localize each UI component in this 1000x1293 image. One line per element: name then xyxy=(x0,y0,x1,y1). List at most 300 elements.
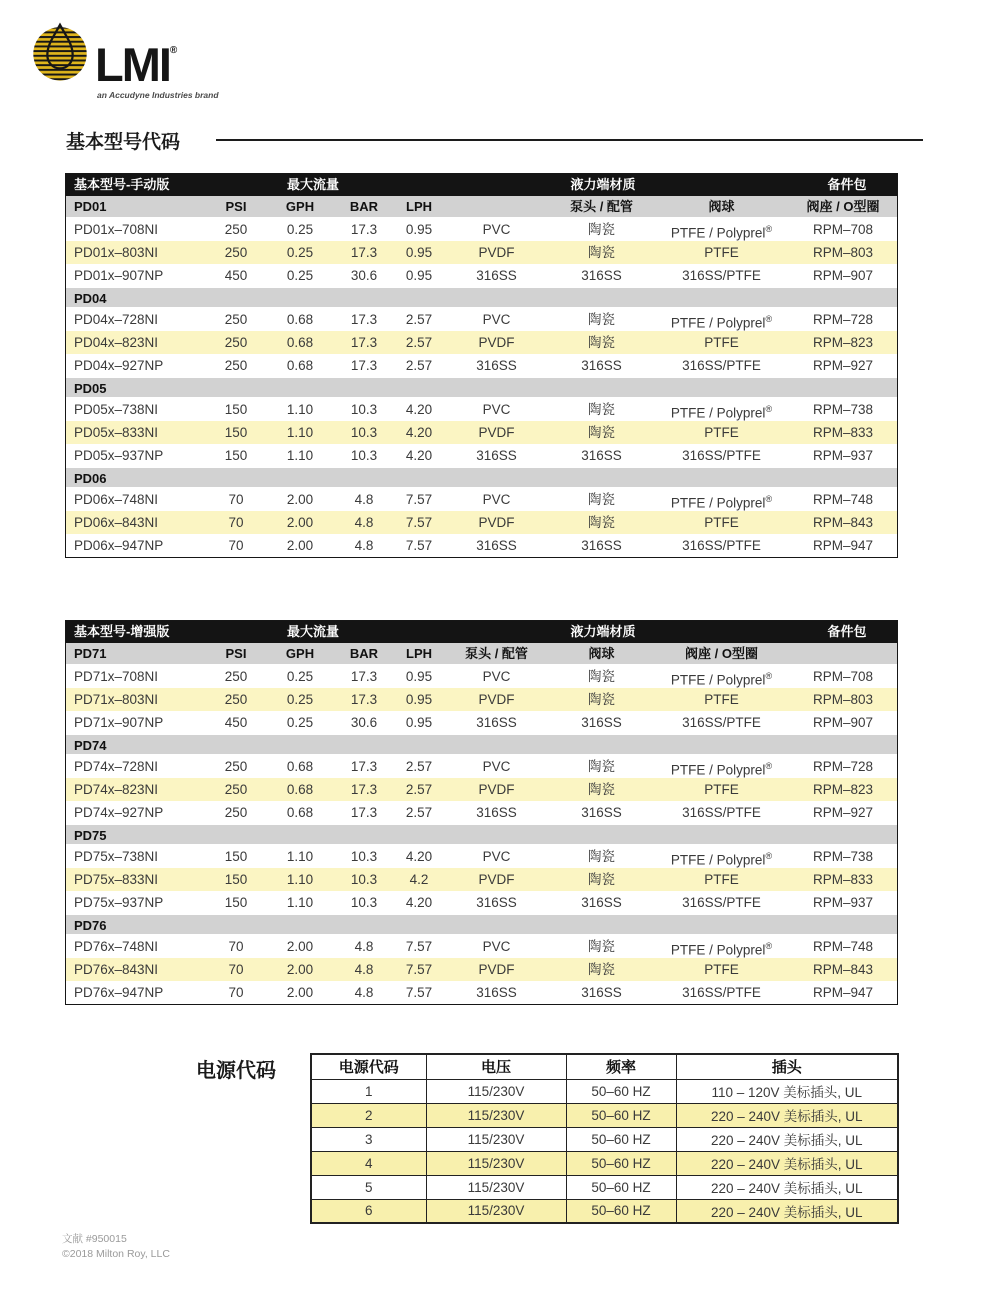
table-subheader-row xyxy=(66,643,897,665)
table-cell: 陶瓷 xyxy=(588,872,615,887)
table-cell: 316SS xyxy=(476,538,517,553)
table-cell: PTFE / Polyprel® xyxy=(670,761,773,778)
table-cell: PVDF xyxy=(478,515,515,530)
registered-mark: ® xyxy=(765,224,773,234)
registered-mark: ® xyxy=(765,851,773,861)
table-cell: 70 xyxy=(228,515,244,530)
table-cell: 1.10 xyxy=(286,425,314,440)
table-cell: 4.8 xyxy=(354,492,374,507)
subheader-cell: BAR xyxy=(349,199,379,214)
table-cell: RPM–823 xyxy=(812,335,874,350)
table-cell: 150 xyxy=(224,872,248,887)
subheader-cell: 阀球 xyxy=(708,199,735,214)
power-header-cell: 电源代码 xyxy=(311,1054,426,1079)
table-cell: 316SS xyxy=(476,715,517,730)
table-cell: PD76x–748NI xyxy=(74,939,159,954)
table-cell: PD74x–728NI xyxy=(74,759,159,774)
subheader-cell: GPH xyxy=(285,199,315,214)
table-row xyxy=(66,665,897,688)
table-cell: PTFE xyxy=(704,515,739,530)
registered-mark: ® xyxy=(765,761,773,771)
table-cell: RPM–947 xyxy=(812,985,874,1000)
power-table-label: 电源代码 xyxy=(196,1060,276,1082)
table-cell: 250 xyxy=(224,335,248,350)
table-cell: 316SS/PTFE xyxy=(682,895,761,910)
table-cell: PD04x–728NI xyxy=(74,312,159,327)
table-cell: PTFE xyxy=(704,872,739,887)
table-cell: 1.10 xyxy=(286,849,314,864)
table-cell: RPM–937 xyxy=(812,448,874,463)
banner-spares-label: 备件包 xyxy=(827,177,867,192)
brand-tagline: an Accudyne Industries brand xyxy=(97,90,219,100)
table-cell: PVC xyxy=(482,312,511,327)
table-cell: PTFE / Polyprel® xyxy=(670,671,773,688)
table-cell: 0.25 xyxy=(286,245,314,260)
table-cell: 150 xyxy=(224,895,248,910)
lmi-logo xyxy=(30,22,219,100)
table-cell: 陶瓷 xyxy=(588,425,615,440)
table-cell: PD75x–738NI xyxy=(74,849,159,864)
doc-number: 文献 #950015 xyxy=(62,1233,127,1245)
power-row xyxy=(311,1151,898,1175)
table-cell: RPM–803 xyxy=(812,245,874,260)
table-cell: 0.68 xyxy=(286,312,314,327)
table-cell: 2.57 xyxy=(405,782,433,797)
table-cell: PVC xyxy=(482,402,511,417)
table-row xyxy=(66,354,897,377)
table-cell: 17.3 xyxy=(350,335,378,350)
table-cell: PD71x–803NI xyxy=(74,692,159,707)
subheader-cell: LPH xyxy=(406,199,432,214)
table-cell: 17.3 xyxy=(350,782,378,797)
table-cell: 250 xyxy=(224,222,248,237)
banner-material-label: 液力端材质 xyxy=(570,624,636,639)
table-cell: 17.3 xyxy=(350,312,378,327)
table-cell: 2.57 xyxy=(405,805,433,820)
table-cell: 1.10 xyxy=(286,895,314,910)
subheader-cell: LPH xyxy=(406,646,432,661)
table-cell: PD75x–937NP xyxy=(74,895,164,910)
table-cell: PD01x–803NI xyxy=(74,245,159,260)
table-row xyxy=(66,398,897,421)
table-cell: 陶瓷 xyxy=(588,335,615,350)
table-row xyxy=(66,935,897,958)
table-cell: 17.3 xyxy=(350,759,378,774)
group-row: PD04 xyxy=(66,287,897,308)
table-row xyxy=(66,688,897,711)
table-row xyxy=(66,958,897,981)
table-cell: PTFE / Polyprel® xyxy=(670,941,773,958)
table-cell: 7.57 xyxy=(405,515,433,530)
power-cell: 3 xyxy=(311,1127,426,1151)
table-cell: 4.20 xyxy=(405,895,433,910)
table-cell: 陶瓷 xyxy=(588,245,615,260)
table-cell: PVC xyxy=(482,669,511,684)
table-cell: 0.25 xyxy=(286,669,314,684)
subheader-cell: 阀座 / O型圈 xyxy=(685,646,758,661)
table-cell: 17.3 xyxy=(350,805,378,820)
table-cell: PD76x–843NI xyxy=(74,962,159,977)
table-cell: 2.00 xyxy=(286,515,314,530)
table-cell: 2.00 xyxy=(286,939,314,954)
power-cell: 2 xyxy=(311,1103,426,1127)
table-cell: PD71x–708NI xyxy=(74,669,159,684)
table-cell: 70 xyxy=(228,492,244,507)
table-cell: 0.68 xyxy=(286,335,314,350)
power-cell: 220 – 240V 美标插头, UL xyxy=(676,1127,898,1151)
table-cell: 0.25 xyxy=(286,222,314,237)
table-cell: 陶瓷 xyxy=(588,515,615,530)
power-cell: 50–60 HZ xyxy=(566,1199,676,1223)
table-banner xyxy=(66,174,897,196)
table-cell: 1.10 xyxy=(286,872,314,887)
table-cell: 4.8 xyxy=(354,515,374,530)
power-row xyxy=(311,1199,898,1223)
table-cell: PVDF xyxy=(478,335,515,350)
table-cell: PD01x–907NP xyxy=(74,268,164,283)
table-cell: 0.95 xyxy=(405,692,433,707)
power-cell: 115/230V xyxy=(426,1127,566,1151)
table-cell: 2.00 xyxy=(286,985,314,1000)
registered-mark: ® xyxy=(765,314,773,324)
table-row xyxy=(66,331,897,354)
power-cell: 115/230V xyxy=(426,1079,566,1103)
table-cell: 316SS xyxy=(581,805,622,820)
logo-text-block xyxy=(95,22,219,100)
table-cell: 1.10 xyxy=(286,448,314,463)
table-cell: RPM–738 xyxy=(812,402,874,417)
table-cell: 0.95 xyxy=(405,245,433,260)
table-cell: PVC xyxy=(482,492,511,507)
power-cell: 5 xyxy=(311,1175,426,1199)
subheader-cell: GPH xyxy=(285,646,315,661)
table-cell: RPM–937 xyxy=(812,895,874,910)
banner-spares-label: 备件包 xyxy=(827,624,867,639)
table-cell: PD04x–823NI xyxy=(74,335,159,350)
table-cell: 陶瓷 xyxy=(588,962,615,977)
table-cell: 10.3 xyxy=(350,872,378,887)
registered-mark: ® xyxy=(765,941,773,951)
subheader-cell: PSI xyxy=(225,646,247,661)
subheader-cell: PSI xyxy=(225,199,247,214)
registered-mark: ® xyxy=(765,404,773,414)
power-row xyxy=(311,1079,898,1103)
subheader-cell: 阀球 xyxy=(588,646,615,661)
power-cell: 50–60 HZ xyxy=(566,1175,676,1199)
page-title: 基本型号代码 xyxy=(66,132,181,153)
table-cell: 316SS/PTFE xyxy=(682,448,761,463)
table-cell: 250 xyxy=(224,312,248,327)
table-cell: PTFE / Polyprel® xyxy=(670,404,773,421)
table-cell: 10.3 xyxy=(350,849,378,864)
table-title: 基本型号-增强版 xyxy=(74,624,170,639)
table-cell: 316SS xyxy=(476,268,517,283)
table-cell: 2.57 xyxy=(405,358,433,373)
table-cell: 1.10 xyxy=(286,402,314,417)
table-cell: 30.6 xyxy=(350,268,378,283)
table-cell: 450 xyxy=(224,715,248,730)
table-cell: 陶瓷 xyxy=(588,939,615,954)
power-header-cell: 频率 xyxy=(566,1054,676,1079)
table-row xyxy=(66,534,897,557)
table-cell: 4.2 xyxy=(409,872,429,887)
table-cell: RPM–833 xyxy=(812,872,874,887)
table-cell: PD76x–947NP xyxy=(74,985,164,1000)
table-row xyxy=(66,891,897,914)
table-cell: 316SS xyxy=(581,268,622,283)
table-cell: 0.25 xyxy=(286,268,314,283)
table-cell: PD04x–927NP xyxy=(74,358,164,373)
table-cell: 70 xyxy=(228,538,244,553)
power-cell: 220 – 240V 美标插头, UL xyxy=(676,1103,898,1127)
table-cell: 17.3 xyxy=(350,222,378,237)
brand-wordmark: LMI® xyxy=(95,38,178,91)
table-cell: 316SS/PTFE xyxy=(682,268,761,283)
group-row: PD74 xyxy=(66,734,897,755)
table-cell: 150 xyxy=(224,425,248,440)
table-cell: 7.57 xyxy=(405,492,433,507)
table-cell: PVC xyxy=(482,849,511,864)
table-row xyxy=(66,421,897,444)
table-cell: 316SS/PTFE xyxy=(682,538,761,553)
table-cell: 0.25 xyxy=(286,692,314,707)
table-cell: RPM–843 xyxy=(812,515,874,530)
table-row xyxy=(66,755,897,778)
table-cell: PD74x–927NP xyxy=(74,805,164,820)
table-cell: 316SS xyxy=(581,715,622,730)
table-cell: 316SS/PTFE xyxy=(682,985,761,1000)
table-cell: PD06x–947NP xyxy=(74,538,164,553)
table-row xyxy=(66,778,897,801)
table-cell: 0.68 xyxy=(286,805,314,820)
table-cell: PVC xyxy=(482,222,511,237)
table-cell: 70 xyxy=(228,962,244,977)
table-cell: 316SS xyxy=(476,448,517,463)
table-cell: 2.57 xyxy=(405,759,433,774)
table-row xyxy=(66,444,897,467)
table-cell: PTFE / Polyprel® xyxy=(670,851,773,868)
table-cell: 316SS xyxy=(476,985,517,1000)
subheader-cell: 阀座 / O型圈 xyxy=(806,199,880,214)
table-cell: 316SS xyxy=(476,805,517,820)
table-cell: 4.8 xyxy=(354,939,374,954)
model-table-enhanced xyxy=(65,620,898,1005)
table-row xyxy=(66,801,897,824)
table-cell: 0.25 xyxy=(286,715,314,730)
title-rule xyxy=(216,139,923,141)
group-row: PD06 xyxy=(66,467,897,488)
group-row: PD75 xyxy=(66,824,897,845)
table-cell: 316SS xyxy=(581,538,622,553)
table-cell: PD06x–843NI xyxy=(74,515,159,530)
banner-material-label: 液力端材质 xyxy=(570,177,636,192)
table-cell: 316SS/PTFE xyxy=(682,805,761,820)
registered-mark: ® xyxy=(169,45,178,56)
table-row xyxy=(66,488,897,511)
table-cell: 陶瓷 xyxy=(588,692,615,707)
table-cell: PVC xyxy=(482,759,511,774)
table-cell: PTFE xyxy=(704,335,739,350)
power-cell: 220 – 240V 美标插头, UL xyxy=(676,1175,898,1199)
table-cell: 陶瓷 xyxy=(588,759,615,774)
table-cell: PTFE xyxy=(704,425,739,440)
table-cell: 316SS xyxy=(476,358,517,373)
lmi-drop-icon xyxy=(30,22,90,82)
table-cell: RPM–748 xyxy=(812,492,874,507)
power-row xyxy=(311,1175,898,1199)
table-cell: 0.68 xyxy=(286,759,314,774)
table-subheader-row xyxy=(66,196,897,218)
table-cell: PD06x–748NI xyxy=(74,492,159,507)
table-cell: 陶瓷 xyxy=(588,669,615,684)
table-row xyxy=(66,868,897,891)
banner-flow-label: 最大流量 xyxy=(286,624,340,639)
table-cell: 4.20 xyxy=(405,849,433,864)
table-cell: 316SS xyxy=(581,895,622,910)
table-cell: 陶瓷 xyxy=(588,312,615,327)
table-cell: 2.57 xyxy=(405,335,433,350)
table-cell: 10.3 xyxy=(350,402,378,417)
table-cell: PVDF xyxy=(478,782,515,797)
table-cell: 316SS xyxy=(581,358,622,373)
table-cell: 250 xyxy=(224,358,248,373)
table-cell: 7.57 xyxy=(405,538,433,553)
power-cell: 110 – 120V 美标插头, UL xyxy=(676,1079,898,1103)
page-footer xyxy=(62,1232,170,1262)
table-cell: 316SS xyxy=(581,448,622,463)
table-cell: 4.8 xyxy=(354,538,374,553)
table-row xyxy=(66,218,897,241)
table-cell: PD71x–907NP xyxy=(74,715,164,730)
table-cell: RPM–833 xyxy=(812,425,874,440)
table-cell: 陶瓷 xyxy=(588,402,615,417)
table-cell: 7.57 xyxy=(405,962,433,977)
table-row xyxy=(66,711,897,734)
table-cell: 陶瓷 xyxy=(588,222,615,237)
table-cell: PVDF xyxy=(478,692,515,707)
table-title: 基本型号-手动版 xyxy=(74,177,170,192)
table-cell: RPM–907 xyxy=(812,268,874,283)
table-cell: 17.3 xyxy=(350,358,378,373)
table-cell: 4.20 xyxy=(405,402,433,417)
model-table-manual xyxy=(65,173,898,558)
table-row xyxy=(66,308,897,331)
table-cell: RPM–708 xyxy=(812,669,874,684)
power-row xyxy=(311,1127,898,1151)
table-cell: RPM–803 xyxy=(812,692,874,707)
table-cell: 250 xyxy=(224,782,248,797)
power-cell: 220 – 240V 美标插头, UL xyxy=(676,1199,898,1223)
table-cell: 0.95 xyxy=(405,669,433,684)
table-cell: 17.3 xyxy=(350,669,378,684)
table-cell: PVDF xyxy=(478,245,515,260)
table-cell: PTFE xyxy=(704,245,739,260)
table-cell: 陶瓷 xyxy=(588,492,615,507)
table-cell: 10.3 xyxy=(350,895,378,910)
table-cell: 10.3 xyxy=(350,425,378,440)
table-cell: PD05x–937NP xyxy=(74,448,164,463)
table-cell: 250 xyxy=(224,245,248,260)
table-cell: RPM–947 xyxy=(812,538,874,553)
table-cell: PTFE / Polyprel® xyxy=(670,314,773,331)
power-header-row xyxy=(311,1054,898,1079)
power-header-cell: 插头 xyxy=(676,1054,898,1079)
table-cell: 450 xyxy=(224,268,248,283)
table-row xyxy=(66,845,897,868)
table-cell: 250 xyxy=(224,669,248,684)
table-cell: PVDF xyxy=(478,962,515,977)
table-cell: 7.57 xyxy=(405,939,433,954)
table-cell: 2.00 xyxy=(286,492,314,507)
power-cell: 50–60 HZ xyxy=(566,1079,676,1103)
table-cell: RPM–738 xyxy=(812,849,874,864)
power-cell: 115/230V xyxy=(426,1103,566,1127)
subheader-cell: 泵头 / 配管 xyxy=(570,199,633,214)
table-cell: RPM–728 xyxy=(812,312,874,327)
registered-mark: ® xyxy=(765,494,773,504)
table-cell: 2.57 xyxy=(405,312,433,327)
table-cell: 316SS xyxy=(581,985,622,1000)
table-cell: PTFE / Polyprel® xyxy=(670,224,773,241)
table-cell: 2.00 xyxy=(286,962,314,977)
table-cell: RPM–843 xyxy=(812,962,874,977)
table-cell: 150 xyxy=(224,849,248,864)
table-cell: 4.20 xyxy=(405,448,433,463)
power-table xyxy=(310,1053,899,1224)
table-cell: RPM–927 xyxy=(812,805,874,820)
power-cell: 115/230V xyxy=(426,1151,566,1175)
table-cell: PD05x–833NI xyxy=(74,425,159,440)
power-cell: 1 xyxy=(311,1079,426,1103)
power-cell: 220 – 240V 美标插头, UL xyxy=(676,1151,898,1175)
table-cell: RPM–728 xyxy=(812,759,874,774)
table-cell: RPM–907 xyxy=(812,715,874,730)
table-cell: PTFE / Polyprel® xyxy=(670,494,773,511)
table-cell: 0.95 xyxy=(405,268,433,283)
table-cell: 250 xyxy=(224,759,248,774)
table-cell: PTFE xyxy=(704,962,739,977)
subheader-cell xyxy=(444,196,549,217)
table-cell: PTFE xyxy=(704,782,739,797)
table-cell: 7.57 xyxy=(405,985,433,1000)
table-row xyxy=(66,511,897,534)
table-cell: 250 xyxy=(224,805,248,820)
copyright: ©2018 Milton Roy, LLC xyxy=(62,1248,170,1261)
table-row xyxy=(66,241,897,264)
table-cell: RPM–748 xyxy=(812,939,874,954)
subheader-cell: PD71 xyxy=(74,646,107,661)
table-cell: 4.8 xyxy=(354,985,374,1000)
table-cell: 0.68 xyxy=(286,782,314,797)
power-cell: 115/230V xyxy=(426,1199,566,1223)
table-cell: 30.6 xyxy=(350,715,378,730)
table-cell: PD01x–708NI xyxy=(74,222,159,237)
power-cell: 50–60 HZ xyxy=(566,1103,676,1127)
table-cell: PVC xyxy=(482,939,511,954)
group-row: PD76 xyxy=(66,914,897,935)
power-header-cell: 电压 xyxy=(426,1054,566,1079)
table-row xyxy=(66,264,897,287)
banner-flow-label: 最大流量 xyxy=(286,177,340,192)
table-cell: 0.68 xyxy=(286,358,314,373)
subheader-cell: PD01 xyxy=(74,199,107,214)
table-cell: RPM–708 xyxy=(812,222,874,237)
table-cell: 70 xyxy=(228,939,244,954)
table-cell: PD05x–738NI xyxy=(74,402,159,417)
table-cell: 17.3 xyxy=(350,245,378,260)
group-row: PD05 xyxy=(66,377,897,398)
table-cell: 250 xyxy=(224,692,248,707)
